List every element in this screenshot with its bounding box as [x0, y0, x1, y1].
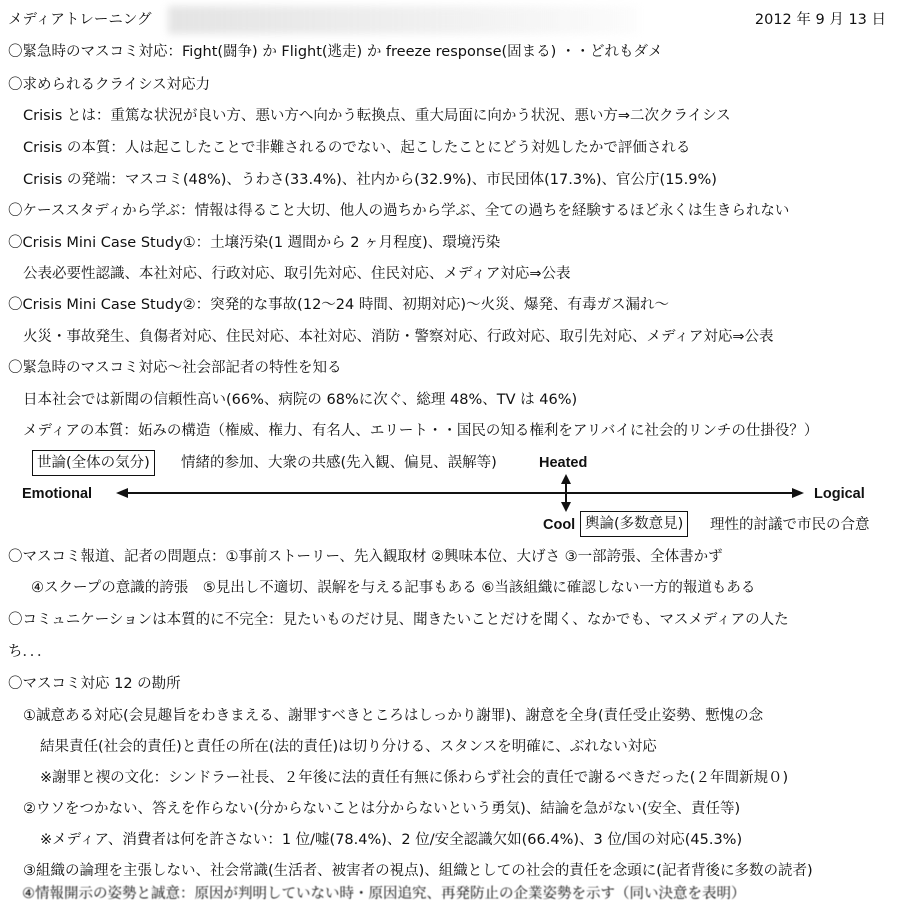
arrow-up-head — [561, 474, 571, 484]
text-line: 結果責任(社会的責任)と責任の所在(法的責任)は切り分ける、スタンスを明確に、ぶれない対応 — [40, 739, 657, 755]
text-line: 〇コミュニケーションは本質的に不完全：見たいものだけ見、聞きたいことだけを聞く、なかでも、マスメディアの人た — [8, 612, 789, 628]
text-line: 〇求められるクライシス対応力 — [8, 77, 211, 93]
cool-label: Cool — [543, 517, 576, 533]
cutoff-line-container — [0, 884, 900, 900]
text-line: Crisis の本質：人は起こしたことで非難されるのでない、起こしたことにどう対処したかで評価される — [23, 140, 691, 156]
arrow-down-head — [561, 502, 571, 512]
text-line: ※謝罪と禊の文化：シンドラー社長、２年後に法的責任有無に係わらず社会的責任で謝るべきだった(２年間新規０) — [40, 770, 789, 786]
text-line-cutoff: ④情報開示の姿勢と誠意：原因が判明していない時・原因追究、再発防止の企業姿勢を示す（同い決意を表明） — [22, 886, 746, 900]
text-line: 〇マスコミ対応 12 の勘所 — [8, 676, 181, 692]
redacted-blur — [168, 6, 638, 34]
text-line: ③組織の論理を主張しない、社会常識(生活者、被害者の視点)、組織としての社会的責任を念頭に(記者背後に多数の読者) — [23, 863, 813, 879]
text-line: 〇緊急時のマスコミ対応：Fight(闘争) か Flight(逃走) か freeze response(固まる) ・・どれもダメ — [8, 44, 663, 60]
text-line: 日本社会では新聞の信頼性高い(66%、病院の 68%に次ぐ、総理 48%、TV は 46%) — [23, 392, 578, 408]
document-title: メディアトレーニング — [8, 12, 152, 28]
document-date: 2012 年 9 月 13 日 — [754, 12, 886, 28]
emotional-label: Emotional — [22, 486, 93, 502]
public-opinion-box: 輿論(多数意見) — [580, 511, 688, 537]
logical-description: 理性的討議で市民の合意 — [710, 517, 870, 533]
public-mood-box: 世論(全体の気分) — [32, 450, 155, 476]
text-line: Crisis とは：重篤な状況が良い方、悪い方へ向かう転換点、重大局面に向かう状況、悪い方⇒二次クライシス — [23, 108, 731, 124]
text-line: 〇緊急時のマスコミ対応～社会部記者の特性を知る — [8, 360, 342, 376]
text-line: 〇マスコミ報道、記者の問題点：①事前ストーリー、先入観取材 ②興味本位、大げさ ③一部誇張、全体書かず — [8, 549, 723, 565]
text-line: ※メディア、消費者は何を許さない：1 位/嘘(78.4%)、2 位/安全認識欠如(66.4%)、3 位/国の対応(45.3%) — [40, 832, 743, 848]
text-line: 〇Crisis Mini Case Study①：土壌汚染(1 週間から 2 ヶ月程度)、環境汚染 — [8, 235, 501, 251]
text-line: ち．．． — [8, 644, 52, 660]
text-line: 公表必要性認識、本社対応、行政対応、取引先対応、住民対応、メディア対応⇒公表 — [23, 266, 571, 282]
text-line: メディアの本質：妬みの構造（権威、権力、有名人、エリート・・国民の知る権利をアリバイに社会的リンチの仕掛役？） — [23, 423, 819, 439]
text-line: 〇ケーススタディから学ぶ：情報は得ること大切、他人の過ちから学ぶ、全ての過ちを経験するほど永くは生きられない — [8, 203, 790, 219]
logical-label: Logical — [814, 486, 865, 502]
text-line: ②ウソをつかない、答えを作らない(分からないことは分からないという勇気)、結論を急がない(安全、責任等) — [23, 801, 741, 817]
text-line: ①誠意ある対応(会見趣旨をわきまえる、謝罪すべきところはしっかり謝罪)、謝意を全身(責任受止姿勢、慙愧の念 — [23, 708, 764, 724]
arrow-left-head — [116, 488, 128, 498]
text-line: 火災・事故発生、負傷者対応、住民対応、本社対応、消防・警察対応、行政対応、取引先対応、メディア対応⇒公表 — [23, 329, 774, 345]
text-line: ④スクープの意識的誇張 ⑤見出し不適切、誤解を与える記事もある ⑥当該組織に確認しない一方的報道もある — [31, 580, 756, 596]
text-line: Crisis の発端：マスコミ(48%)、うわさ(33.4%)、社内から(32.9%)、市民団体(17.3%)、官公庁(15.9%) — [23, 172, 717, 188]
text-line: 〇Crisis Mini Case Study②：突発的な事故(12～24 時間、初期対応)～火災、爆発、有毒ガス漏れ～ — [8, 297, 670, 313]
heated-label: Heated — [539, 455, 588, 471]
arrow-right-head — [792, 488, 804, 498]
emotional-description: 情緒的参加、大衆の共感(先入観、偏見、誤解等) — [181, 455, 497, 471]
